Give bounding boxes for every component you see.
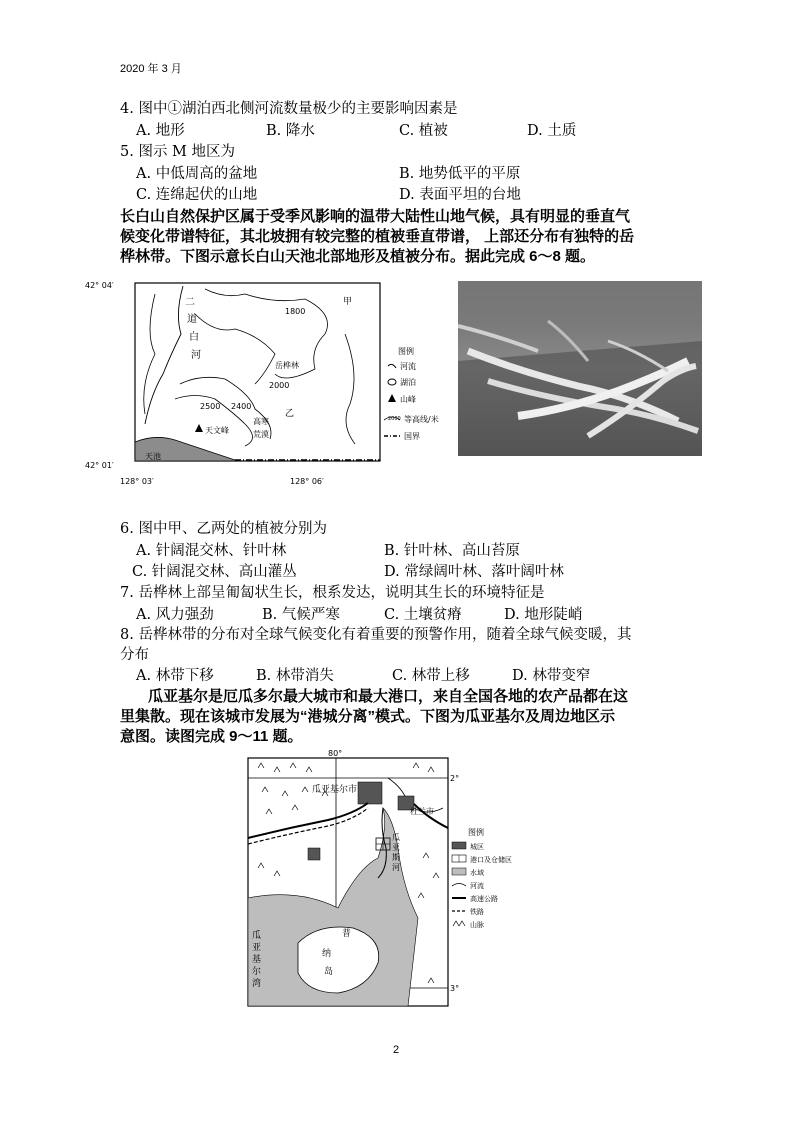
label-gaohan: 高寒 (253, 417, 269, 426)
birch-forest-photo (458, 281, 702, 456)
bay-char-2: 亚 (252, 943, 262, 953)
legend-border: 国界 (404, 432, 420, 441)
label-1800: 1800 (285, 307, 306, 316)
changbai-map (85, 274, 385, 490)
q6-option-b: B. 针叶林、高山苔原 (384, 543, 520, 559)
river-char-4: 河 (191, 350, 201, 361)
guayaquil-legend (450, 826, 560, 936)
legend2-river-icon (452, 884, 466, 887)
lon-80-label: 80° (328, 749, 343, 758)
city-west (308, 848, 320, 860)
duran-city-label: 杜兰市 (410, 807, 434, 816)
legend-lake-icon (388, 379, 396, 385)
legend-peak-icon (388, 394, 396, 402)
label-2500: 2500 (200, 402, 221, 411)
q4-option-b: B. 降水 (266, 123, 315, 139)
puna-char-3: 岛 (324, 967, 334, 977)
q8-option-c: C. 林带上移 (392, 668, 470, 684)
header-date: 2020 年 3 月 (120, 63, 182, 75)
q7-option-a: A. 风力强劲 (136, 607, 214, 623)
bay-char-5: 湾 (252, 979, 262, 989)
bay-char-3: 基 (252, 955, 262, 965)
guayaquil-map (238, 748, 468, 1010)
legend-river-icon (388, 364, 396, 368)
label-huangmo: 荒漠 (253, 430, 269, 439)
legend2-rail: 铁路 (470, 908, 484, 916)
legend-title: 图例 (398, 347, 414, 356)
lon-right-label: 128° 06′ (290, 477, 324, 486)
passage1-line2: 候变化带谱特征，其北坡拥有较完整的植被垂直带谱， 上部还分布有独特的岳 (120, 228, 635, 245)
q8-stem-line2: 分布 (120, 647, 149, 663)
bay-char-1: 瓜 (252, 931, 262, 941)
river-char-2: 道 (187, 314, 197, 325)
q5-stem: 5. 图示 M 地区为 (120, 144, 236, 160)
legend2-city-icon (452, 842, 466, 849)
q4-option-d: D. 土质 (527, 123, 577, 139)
label-yi: 乙 (285, 409, 295, 419)
guayaquil-city-area (358, 782, 382, 804)
passage2-line3: 意图。读图完成 9～11 题。 (120, 728, 303, 745)
legend2-port: 港口及仓储区 (470, 856, 512, 864)
label-yuehua: 岳桦林 (275, 361, 299, 370)
lat-top-label: 42° 04′ (85, 281, 114, 290)
guayas-char-4: 河 (392, 863, 400, 872)
passage1-line1: 长白山自然保护区属于受季风影响的温带大陆性山地气候，具有明显的垂直气 (120, 208, 631, 225)
label-2000: 2000 (269, 381, 290, 390)
label-jia: 甲 (343, 297, 353, 307)
q7-option-c: C. 土壤贫瘠 (384, 607, 462, 623)
q7-stem: 7. 岳桦林上部呈匍匐状生长，根系发达，说明其生长的环境特征是 (120, 585, 545, 601)
q8-stem-line1: 8. 岳桦林带的分布对全球气候变化有着重要的预警作用，随着全球气候变暖，其 (120, 627, 632, 643)
q4-option-c: C. 植被 (399, 123, 448, 139)
guayas-char-2: 亚 (392, 843, 400, 852)
q5-option-a: A. 中低周高的盆地 (136, 166, 258, 182)
legend2-highway: 高速公路 (470, 895, 498, 903)
q4-stem: 4. 图中①湖泊西北侧河流数量极少的主要影响因素是 (120, 101, 458, 117)
passage2-line2: 里集散。现在该城市发展为“港城分离”模式。下图为瓜亚基尔及周边地区示 (120, 708, 616, 725)
passage2-line1: 瓜亚基尔是厄瓜多尔最大城市和最大港口，来自全国各地的农产品都在这 (148, 688, 629, 705)
lat-2-label: 2° (450, 774, 460, 783)
passage1-line3: 桦林带。下图示意长白山天池北部地形及植被分布。据此完成 6～8 题。 (120, 248, 596, 265)
legend-contour-sample: 2000 (388, 416, 401, 422)
legend2-mountain-icon (453, 921, 465, 926)
q5-option-c: C. 连绵起伏的山地 (136, 187, 258, 203)
q7-option-b: B. 气候严寒 (262, 607, 340, 623)
legend-lake: 湖泊 (400, 378, 416, 387)
tianchi-label: 天池 (145, 452, 161, 461)
q4-option-a: A. 地形 (136, 123, 185, 139)
legend2-city: 城区 (470, 843, 484, 851)
legend2-river: 河流 (470, 882, 484, 890)
legend2-water-icon (452, 868, 466, 875)
q5-option-b: B. 地势低平的平原 (399, 166, 521, 182)
q8-option-b: B. 林带消失 (256, 668, 334, 684)
puna-char-1: 普 (342, 929, 352, 939)
puna-char-2: 纳 (322, 949, 332, 959)
label-2400: 2400 (231, 402, 252, 411)
q6-option-a: A. 针阔混交林、针叶林 (136, 543, 287, 559)
legend2-mountain: 山脉 (470, 921, 484, 929)
lat-bottom-label: 42° 01′ (85, 461, 114, 470)
changbai-legend (382, 344, 460, 454)
q8-option-a: A. 林带下移 (136, 668, 214, 684)
q6-option-d: D. 常绿阔叶林、落叶阔叶林 (384, 564, 564, 580)
q8-option-d: D. 林带变窄 (512, 668, 591, 684)
bay-char-4: 尔 (252, 967, 262, 977)
legend-river: 河流 (400, 362, 416, 371)
guayaquil-city-label: 瓜亚基尔市 (312, 785, 358, 795)
q5-option-d: D. 表面平坦的台地 (399, 187, 521, 203)
label-tianwen: 天文峰 (205, 426, 229, 435)
guayas-char-3: 斯 (392, 853, 400, 862)
river-char-3: 白 (189, 332, 199, 343)
legend2-title: 图例 (468, 828, 484, 837)
q6-stem: 6. 图中甲、乙两处的植被分别为 (120, 521, 327, 537)
lon-left-label: 128° 03′ (120, 477, 154, 486)
q6-option-c: C. 针阔混交林、高山灌丛 (132, 564, 297, 580)
q7-option-d: D. 地形陡峭 (504, 607, 583, 623)
river-char-1: 二 (185, 297, 195, 308)
legend2-water: 水域 (470, 869, 484, 877)
legend-contour: 等高线/米 (404, 415, 439, 424)
lat-3-label: 3° (450, 984, 460, 993)
legend-peak: 山峰 (400, 395, 416, 404)
guayas-char-1: 瓜 (392, 833, 400, 842)
page-number: 2 (393, 1044, 400, 1056)
